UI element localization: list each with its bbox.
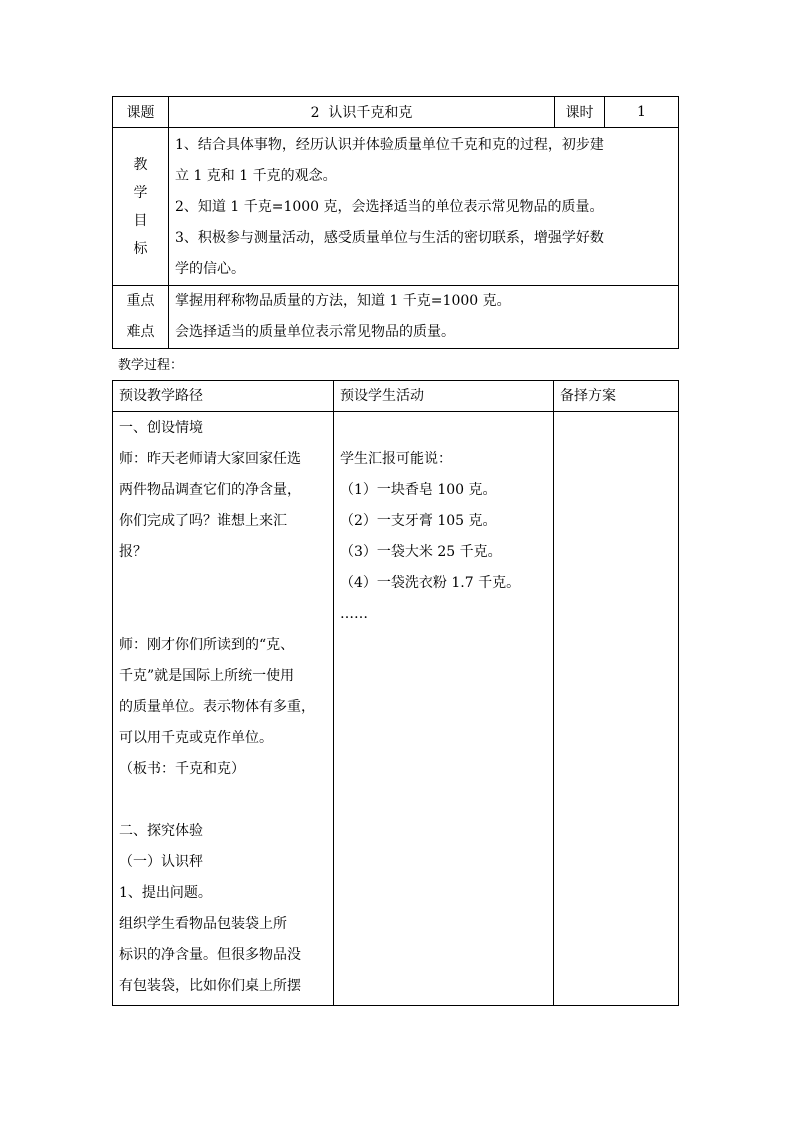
teacher-line: 有包装袋，比如你们桌上所摆 — [119, 978, 301, 994]
goals-label-char: 目 — [133, 212, 148, 229]
teacher-line: （一）认识秤 — [119, 854, 203, 870]
goals-label-char: 教 — [133, 156, 148, 173]
teacher-line: 两件物品调查它们的净含量， — [119, 482, 301, 498]
teacher-line: 你们完成了吗？谁想上来汇 — [119, 513, 287, 529]
teacher-line — [119, 568, 333, 599]
difficulty-text: 会选择适当的质量单位表示常见物品的质量。 — [175, 324, 455, 340]
goals-text — [169, 128, 679, 286]
student-line — [340, 413, 553, 444]
goals-label — [113, 128, 169, 286]
goal-line: 学的信心。 — [175, 261, 245, 277]
process-label: 教学过程： — [118, 358, 184, 373]
header-teacher-path: 预设教学路径 — [113, 381, 334, 412]
key-label: 重点 — [126, 293, 155, 309]
header-alternative-plan: 备择方案 — [554, 381, 679, 412]
teacher-line: 的质量单位。表示物体有多重， — [119, 699, 315, 715]
teacher-line: 1、提出问题。 — [119, 885, 212, 901]
period-label: 课时 — [555, 97, 605, 128]
goal-line: 3、积极参与测量活动，感受质量单位与生活的密切联系，增强学好数 — [175, 230, 604, 246]
student-activity-cell — [334, 412, 554, 1006]
teacher-line — [119, 599, 333, 630]
student-line: （2）一支牙膏 105 克。 — [340, 513, 497, 529]
teacher-line: 师：刚才你们所读到的“克、 — [119, 637, 295, 653]
teacher-line: （板书：千克和克） — [119, 761, 245, 777]
student-line: （1）一块香皂 100 克。 — [340, 482, 497, 498]
key-difficulty-text — [169, 286, 679, 349]
student-line: …… — [340, 606, 368, 622]
teacher-line: 一、创设情境 — [119, 420, 203, 436]
teacher-line: 标识的净含量。但很多物品没 — [119, 947, 301, 963]
teacher-line: 二、探究体验 — [119, 823, 203, 839]
goal-line: 1、结合具体事物，经历认识并体验质量单位千克和克的过程，初步建 — [175, 137, 604, 153]
topic-label: 课题 — [113, 97, 169, 128]
teacher-path-cell — [113, 412, 334, 1006]
goals-label-char: 学 — [133, 184, 148, 201]
teacher-line: 可以用千克或克作单位。 — [119, 730, 273, 746]
student-line: （4）一袋洗衣粉 1.7 千克。 — [340, 575, 521, 591]
key-difficulty-label — [113, 286, 169, 349]
period-value: 1 — [605, 97, 679, 128]
teacher-line: 组织学生看物品包装袋上所 — [119, 916, 287, 932]
topic-value: 2 认识千克和克 — [169, 97, 555, 128]
teacher-line: 师：昨天老师请大家回家任选 — [119, 451, 301, 467]
lesson-info-table — [112, 96, 679, 349]
goal-line: 2、知道 1 千克=1000 克，会选择适当的单位表示常见物品的质量。 — [175, 199, 604, 215]
goals-label-char: 标 — [133, 240, 148, 257]
process-table — [112, 380, 679, 1006]
teacher-line — [119, 785, 333, 816]
goal-line: 立 1 克和 1 千克的观念。 — [175, 168, 337, 184]
student-line: （3）一袋大米 25 千克。 — [340, 544, 502, 560]
header-student-activity: 预设学生活动 — [334, 381, 554, 412]
student-line: 学生汇报可能说： — [340, 451, 452, 467]
alternative-plan-cell — [554, 412, 679, 1006]
difficulty-label: 难点 — [126, 324, 155, 340]
teacher-line: 千克”就是国际上所统一使用 — [119, 668, 295, 684]
teacher-line: 报？ — [119, 544, 147, 560]
key-text: 掌握用秤称物品质量的方法，知道 1 千克=1000 克。 — [175, 293, 511, 309]
